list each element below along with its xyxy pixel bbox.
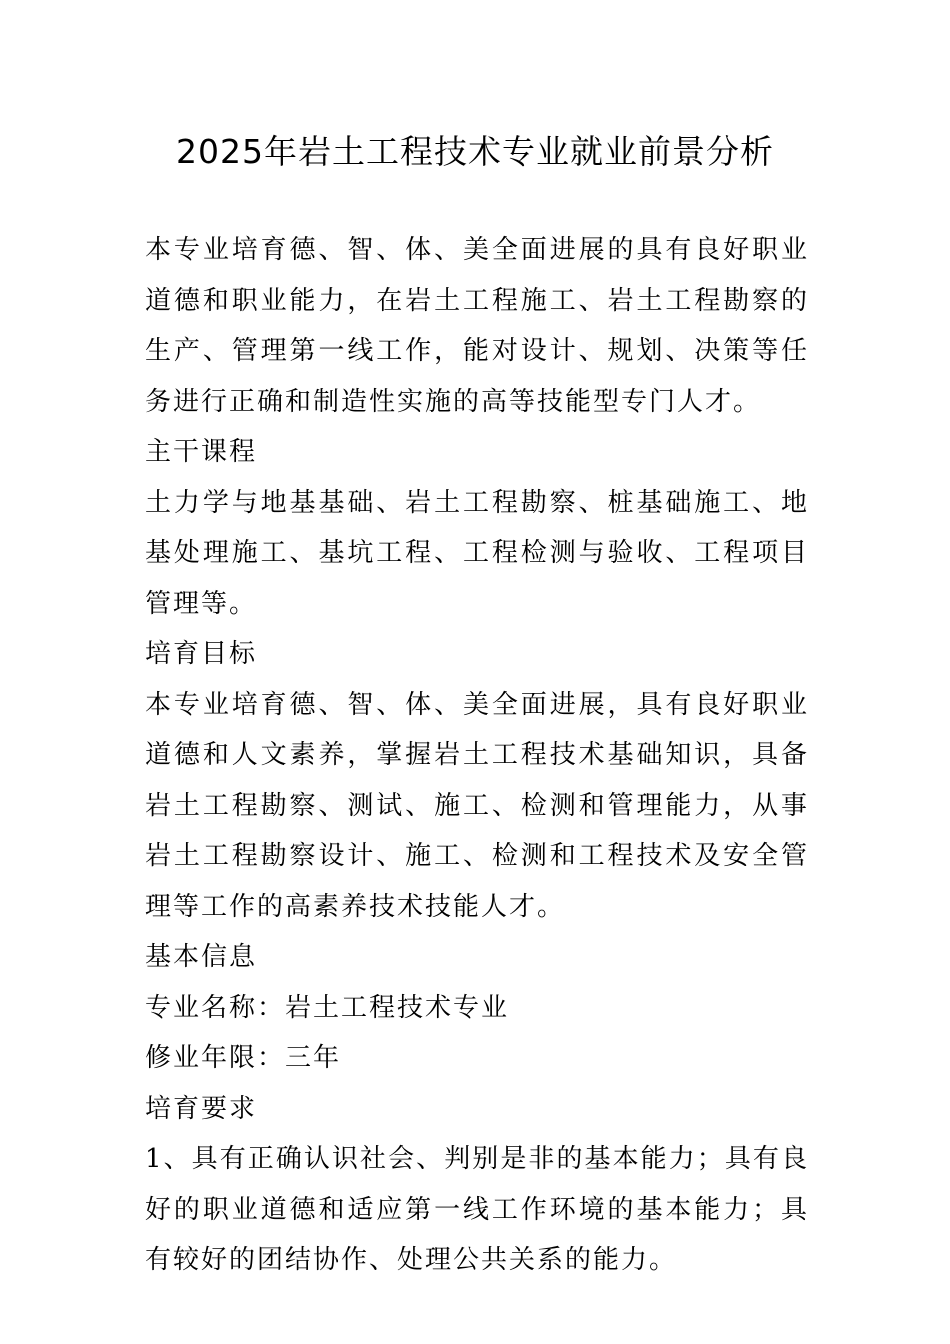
- major-name-line: 专业名称：岩土工程技术专业: [145, 992, 510, 1023]
- section-heading-main-courses: 主干课程: [145, 437, 258, 467]
- document-body: [145, 225, 809, 1286]
- requirement-item-1: 1、具有正确认识社会、判别是非的基本能力；具有良好的职业道德和适应第一线工作环境的基本能力；具有较好的团结协作、处理公共关系的能力。: [145, 1144, 809, 1275]
- section-heading-training-goals: 培育目标: [145, 639, 258, 669]
- document-title: 2025年岩土工程技术专业就业前景分析: [176, 132, 774, 171]
- study-duration-line: 修业年限：三年: [145, 1043, 342, 1073]
- section-heading-basic-info: 基本信息: [145, 942, 258, 972]
- main-courses-paragraph: 土力学与地基基础、岩土工程勘察、桩基础施工、地基处理施工、基坑工程、工程检测与验收、工程项目管理等。: [145, 487, 809, 619]
- training-goals-paragraph: 本专业培育德、智、体、美全面进展，具有良好职业道德和人文素养，掌握岩土工程技术基础知识，具备岩土工程勘察、测试、施工、检测和管理能力，从事岩土工程勘察设计、施工、检测和工程技术及安全管理等工作的高素养技术技能人才。: [145, 689, 809, 922]
- section-heading-requirements: 培育要求: [145, 1093, 258, 1124]
- intro-paragraph: 本专业培育德、智、体、美全面进展的具有良好职业道德和职业能力，在岩土工程施工、岩土工程勘察的生产、管理第一线工作，能对设计、规划、决策等任务进行正确和制造性实施的高等技能型专门人才。: [145, 235, 809, 417]
